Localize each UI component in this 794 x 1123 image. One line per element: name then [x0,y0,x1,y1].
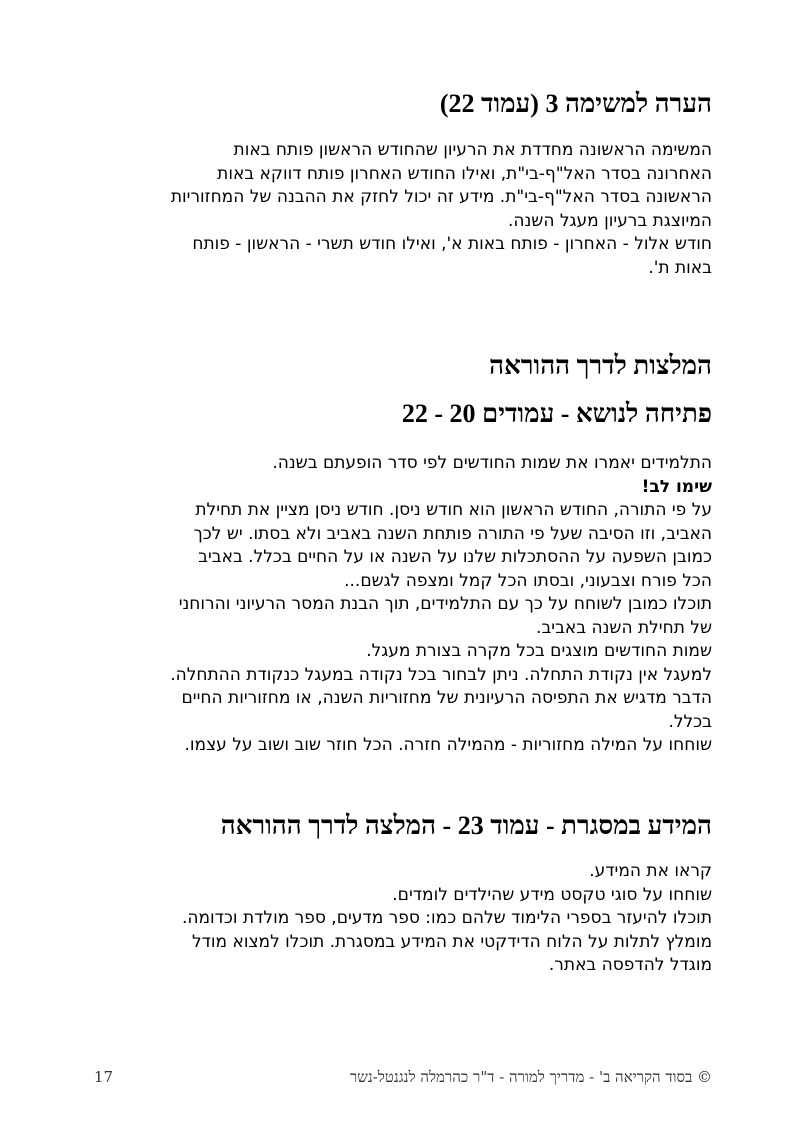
text-line: על פי התורה, החודש הראשון הוא חודש ניסן. חודש ניסן מציין את תחילת [195,500,712,520]
text-line: בכלל. [668,711,712,732]
text-line: תוכלו כמובן לשוחח על כך עם התלמידים, תוך הבנת המסר הרעיוני והרוחני [178,594,712,614]
text-line: התלמידים יאמרו את שמות החודשים לפי סדר הופעתם בשנה. [272,453,712,473]
text-line: מומלץ לתלות על הלוח הדידקטי את המידע במסגרת. תוכלו למצוא מודל [191,931,712,952]
text-line: חודש אלול - האחרון - פותח באות א', ואילו חודש תשרי - הראשון - פותח [192,234,712,254]
text-line: האביב, וזו הסיבה שעל פי התורה פותחת השנה באביב ולא בסתו. יש לכך [193,523,712,544]
text-line: תוכלו להיעזר בספרי הלימוד שלהם כמו: ספר מדעים, ספר מולדת וכדומה. [181,908,712,928]
text-line: הדבר מדגיש את התפיסה הרעיונית של מחזוריות השנה, או מחזוריות החיים [181,688,712,708]
topic-opening-paragraph [82,452,712,758]
text-line: שוחחו על המילה מחזוריות - מהמילה חזרה. הכל חוזר שוב ושוב על עצמו. [184,735,712,755]
section-title-framed-info: המידע במסגרת - עמוד 23 - המלצה לדרך ההוראה [220,811,712,840]
text-line: למעגל אין נקודת התחלה. ניתן לבחור בכל נקודה במעגל כנקודת ההתחלה. [170,664,712,685]
text-line: המשימה הראשונה מחדדת את הרעיון שהחודש הראשון פותח באות [233,140,712,160]
page-footer [94,1068,712,1092]
footer-credit: © בסוד הקריאה ב' - מדריך למורה - ד"ר כהרמלה לנגנטל-נשר [349,1068,712,1086]
text-line: של תחילת השנה באביב. [536,617,712,638]
text-line: הכל פורח וצבעוני, ובסתו הכל קמל ומצפה לגשם... [344,570,712,591]
text-line: הראשונה בסדר האל"ף-בי"ת. מידע זה יכול לחזק את ההבנה של המחזוריות [170,187,712,207]
section-title-task-note: הערה למשימה 3 (עמוד 22) [439,89,712,118]
task-note-paragraph [82,139,712,280]
text-line: באות ת'. [648,257,712,278]
framed-info-paragraph [82,860,712,978]
page-number: 17 [94,1068,114,1086]
text-line: האחרונה בסדר האל"ף-בי"ת, ואילו החודש האחרון פותח דווקא באות [217,163,712,184]
text-line: שימו לב! [641,476,712,497]
text-line: המיוצגת ברעיון מעגל השנה. [507,210,712,231]
text-line: קראו את המידע. [589,861,712,881]
text-line: שמות החודשים מוצגים בכל מקרה בצורת מעגל. [366,641,712,661]
section-subtitle-topic-opening: פתיחה לנושא - עמודים 20 - 22 [401,399,712,428]
section-title-teaching-recommendations: המלצות לדרך ההוראה [489,351,712,380]
text-line: כמובן השפעה על ההסתכלות שלנו על השנה או על החיים בכלל. באביב [198,547,712,567]
text-line: שוחחו על סוגי טקסט מידע שהילדים לומדים. [392,884,712,905]
text-line: מוגדל להדפסה באתר. [548,955,712,975]
